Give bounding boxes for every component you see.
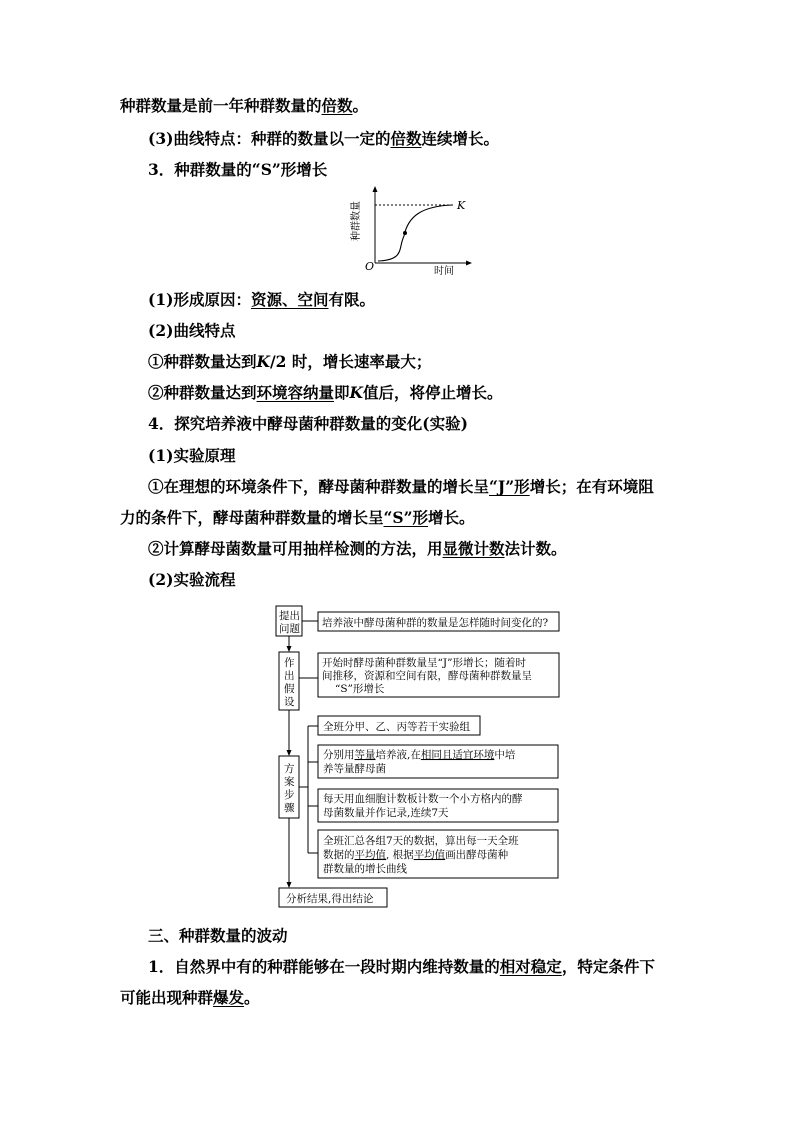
graph-x-label: 时间 — [434, 266, 454, 277]
text-line-1: 种群数量是前一年种群数量的倍数。 — [120, 96, 369, 115]
text-line-12: ②计算酵母菌数量可用抽样检测的方法，用显微计数法计数。 — [148, 539, 567, 558]
flow-left-1-line-1: 提出 — [279, 610, 300, 622]
text-line-2: (3)曲线特点：种群的数量以一定的倍数连续增长。 — [148, 129, 499, 148]
flow-left-3-char-4: 骤 — [284, 802, 295, 814]
flow-left-2-char-4: 设 — [284, 696, 295, 708]
flow-box-hypothesis-line-1: 开始时酵母菌种群数量呈“J”形增长；随着时 — [322, 657, 526, 669]
text-line-5: (2)曲线特点 — [148, 321, 236, 340]
flow-box-hypothesis-line-3: “S”形增长 — [335, 683, 385, 695]
text-line-16: 可能出现种群爆发。 — [120, 988, 260, 1007]
flow-box-step-2-line-1: 分别用等量培养液,在相同且适宜环境中培 — [323, 749, 516, 761]
flow-left-3-char-2: 案 — [284, 776, 295, 788]
flow-left-2-char-3: 假 — [284, 683, 295, 695]
s-curve-graph — [350, 186, 480, 278]
flow-box-question: 培养液中酵母菌种群的数量是怎样随时间变化的? — [322, 617, 549, 629]
flow-box-hypothesis-line-2: 间推移，资源和空间有限，酵母菌种群数量呈 — [322, 670, 532, 682]
graph-y-label: 种群数量 — [351, 201, 362, 241]
flow-bottom-box: 分析结果,得出结论 — [286, 893, 374, 905]
flow-box-step-4-line-3: 群数量的增长曲线 — [323, 863, 407, 875]
flow-box-step-1: 全班分甲、乙、丙等若干实验组 — [323, 721, 470, 733]
flow-box-step-2-line-2: 养等量酵母菌 — [323, 763, 386, 775]
section-heading-fluctuation: 三、种群数量的波动 — [148, 926, 288, 945]
text-line-9: (1)实验原理 — [148, 446, 236, 465]
flow-box-step-3-line-1: 每天用血细胞计数板计数一个小方格内的酵 — [323, 793, 523, 805]
text-line-7: ②种群数量达到环境容纳量即K值后，将停止增长。 — [148, 383, 503, 402]
flow-left-3-char-3: 步 — [284, 789, 295, 801]
text-line-6: ①种群数量达到K/2 时，增长速率最大； — [148, 352, 432, 371]
graph-k-label: K — [457, 199, 466, 212]
text-line-10: ①在理想的环境条件下，酵母菌种群数量的增长呈“J”形增长；在有环境阻 — [148, 477, 654, 496]
flow-left-1-line-2: 问题 — [279, 623, 300, 635]
section-heading-4: 4．探究培养液中酵母菌种群数量的变化(实验) — [148, 414, 468, 433]
text-line-15: 1．自然界中有的种群能够在一段时期内维持数量的相对稳定，特定条件下 — [148, 957, 655, 976]
flow-left-3-char-1: 方 — [284, 763, 295, 775]
flow-left-2-char-2: 出 — [284, 670, 295, 682]
flow-box-step-4-line-2: 数据的平均值, 根据平均值画出酵母菌种 — [323, 849, 509, 861]
flow-box-step-3-line-2: 母菌数量并作记录,连续7天 — [323, 807, 449, 819]
text-line-13: (2)实验流程 — [148, 570, 236, 589]
flow-box-step-4-line-1: 全班汇总各组7天的数据，算出每一天全班 — [323, 835, 519, 847]
graph-origin-label: O — [365, 260, 375, 273]
experiment-flowchart — [270, 600, 570, 912]
flow-left-2-char-1: 作 — [284, 657, 295, 669]
text-line-11: 力的条件下，酵母菌种群数量的增长呈“S”形增长。 — [120, 508, 475, 527]
text-line-4: (1)形成原因：资源、空间有限。 — [148, 290, 376, 309]
section-heading-3: 3．种群数量的“S”形增长 — [148, 160, 328, 179]
